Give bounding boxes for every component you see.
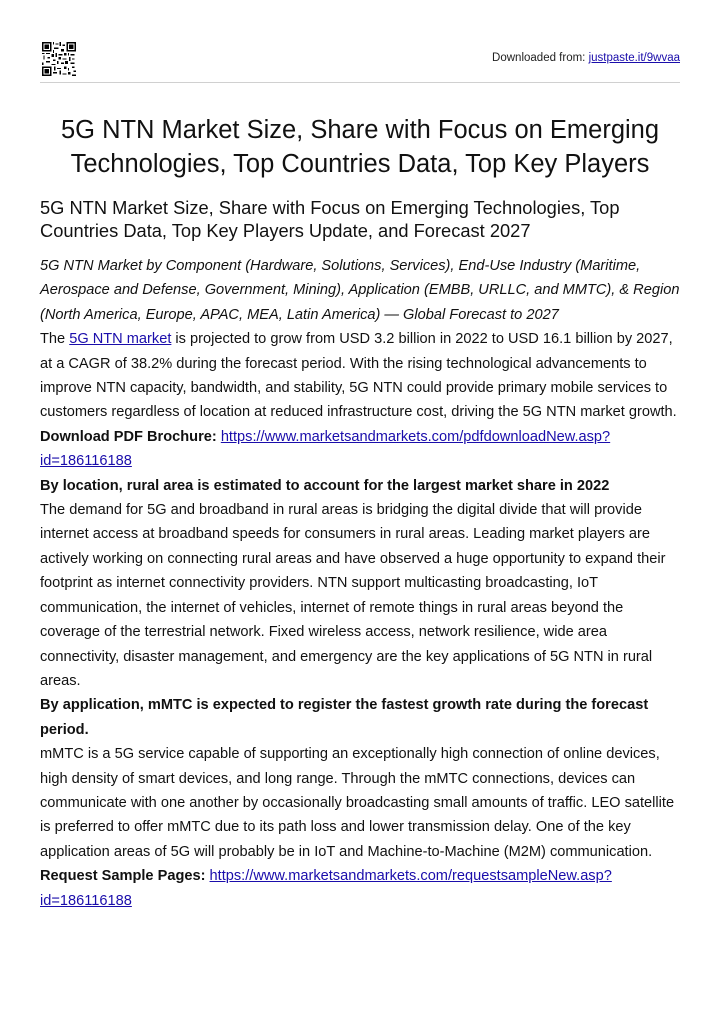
sample-label: Request Sample Pages: [40, 868, 206, 885]
download-source [492, 52, 680, 64]
page-subtitle: 5G NTN Market Size, Share with Focus on Emerging Technologies, Top Countries Data, Top Key Players Update, and Forecast 2027 [40, 197, 620, 241]
qr-code-icon [42, 42, 76, 76]
report-scope: 5G NTN Market by Component (Hardware, Solutions, Services), End-Use Industry (Maritime, Aerospace and Defense, Government, Mining), Application (EMBB, URLLC, and MMTC), & Region (North America, Europe, APAC, MEA, Latin America) — Global Forecast to 2027 [40, 258, 680, 323]
application-body: mMTC is a 5G service capable of supporting an exceptionally high connection of online devices, high density of smart devices, and long range. Through the mMTC connections, devices can communicate with one another by occasionally broadcasting small amounts of traffic. LEO satellite is preferred to offer mMTC due to its path loss and lower transmission delay. One of the key application areas of 5G will probably be in IoT and Machine-to-Machine (M2M) communication. [40, 746, 675, 860]
article-body [40, 254, 682, 913]
intro-text: is projected to grow from USD 3.2 billion in 2022 to USD 16.1 billion by 2027, at a CAGR of 38.2% during the forecast period. With the rising technological advancements to improve NTN capacity, bandwidth, and stability, 5G NTN could provide primary mobile services to customers regardless of location at reduced infrastructure cost, driving the 5G NTN market growth. [40, 331, 677, 421]
sample-line [40, 864, 682, 913]
brochure-link[interactable]: https://www.marketsandmarkets.com/pdfdownloadNew.asp?id=186116188 [40, 428, 611, 470]
location-heading: By location, rural area is estimated to account for the largest market share in 2022 [40, 477, 610, 494]
intro-lead: The [40, 331, 70, 348]
header-divider [40, 82, 680, 83]
location-body: The demand for 5G and broadband in rural areas is bridging the digital divide that will provide internet access at broadband speeds for consumers in rural areas. Leading market players are actively working on connecting rural areas and have observed a huge opportunity to expand their footprint as internet connectivity providers. NTN support multicasting broadcasting, IoT communication, the internet of vehicles, internet of remote things in rural areas beyond the coverage of the terrestrial network. Fixed wireless access, network resilience, wide area connectivity, disaster management, and emergency are the key applications of 5G NTN in rural areas. [40, 502, 666, 689]
brochure-line [40, 425, 682, 474]
intro-paragraph [40, 327, 682, 425]
market-link[interactable]: 5G NTN market [69, 331, 172, 348]
source-link[interactable]: justpaste.it/9wvaa [588, 52, 680, 64]
downloaded-from-label: Downloaded from: [492, 52, 586, 64]
page-title: 5G NTN Market Size, Share with Focus on Emerging Technologies, Top Countries Data, Top Key Players [60, 116, 660, 178]
application-heading: By application, mMTC is expected to register the fastest growth rate during the forecast period. [40, 697, 649, 738]
sample-link[interactable]: https://www.marketsandmarkets.com/requestsampleNew.asp?id=186116188 [40, 868, 612, 909]
brochure-label: Download PDF Brochure: [40, 428, 217, 445]
